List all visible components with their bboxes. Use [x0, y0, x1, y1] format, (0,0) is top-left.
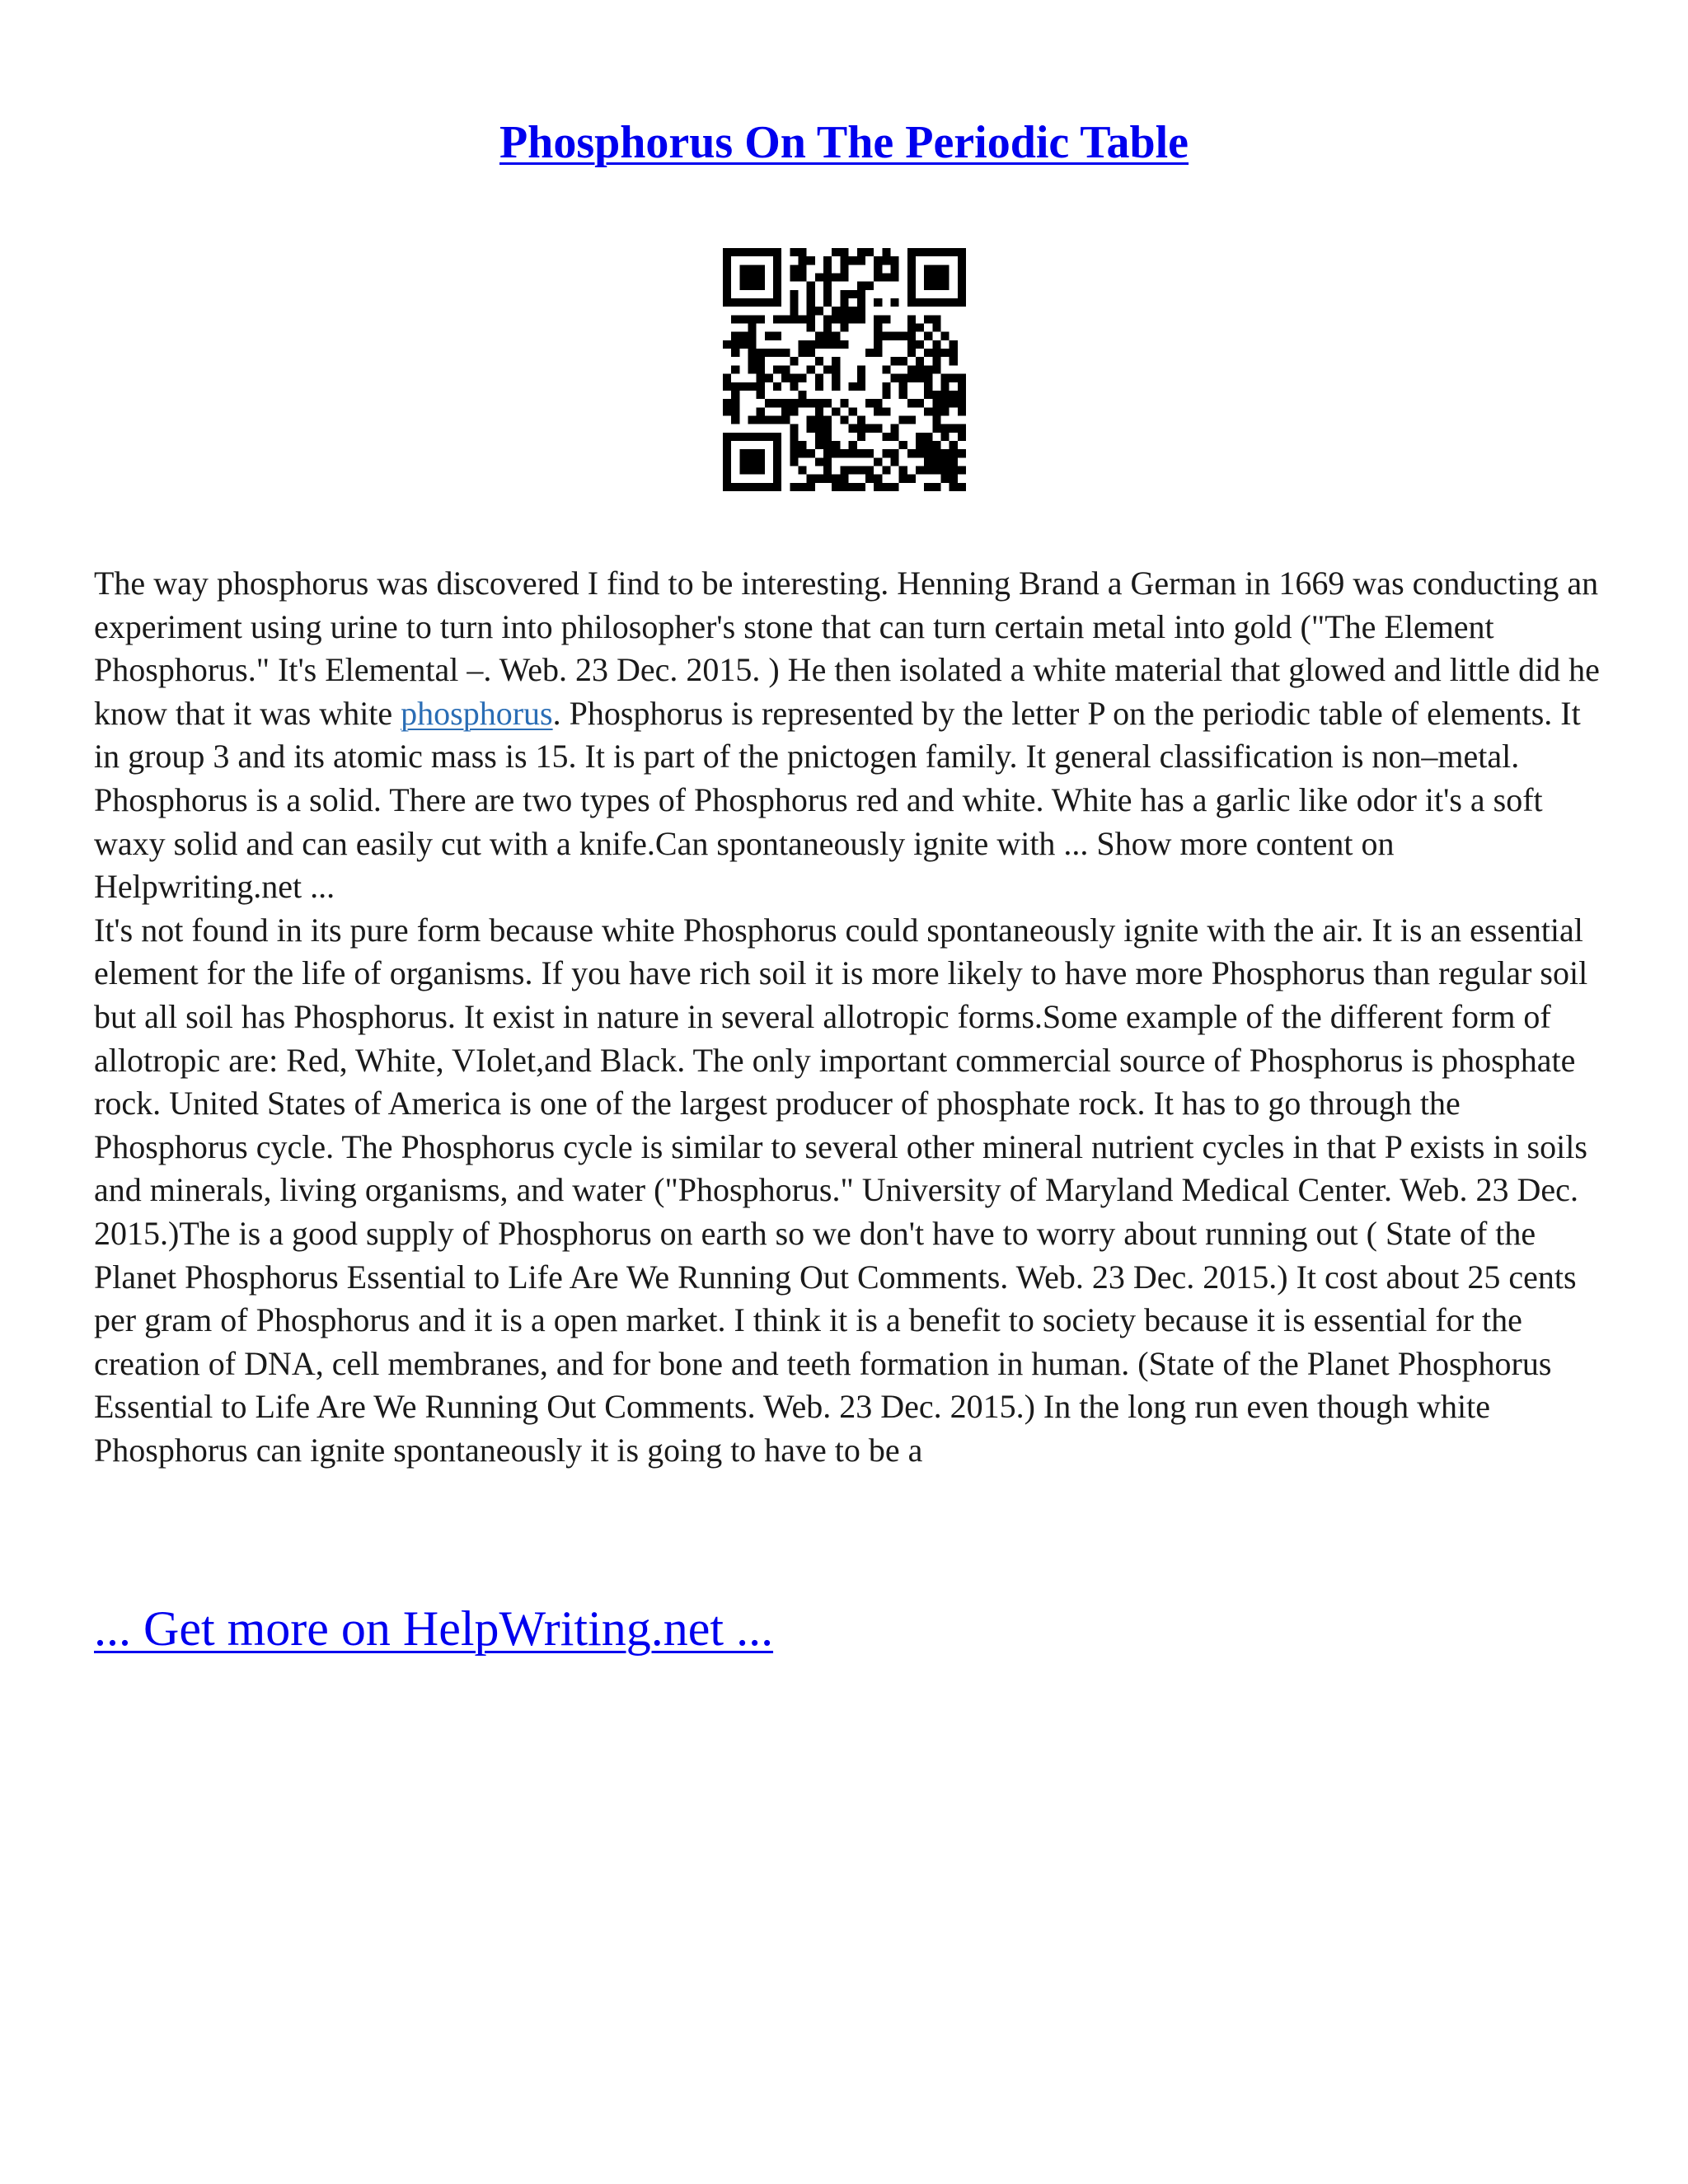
paragraph-1-text-a: The way phosphorus was discovered I find to be interesting. Henning Brand a German in 1669 was conducting an experiment using urine to turn into philosopher's stone that can turn certain metal into gold ("The Element Phosphorus." It's Elemental –. Web. 23 Dec. 2015. ) He then isolated a white material that glowed and little did he know that it was white	[94, 565, 1600, 732]
paragraph-1	[94, 562, 1602, 909]
title-link[interactable]: Phosphorus On The Periodic Table	[499, 117, 1189, 168]
paragraph-2: It's not found in its pure form because white Phosphorus could spontaneously ignite with the air. It is an essential element for the life of organisms. If you have rich soil it is more likely to have more Phosphorus than regular soil but all soil has Phosphorus. It exist in nature in several allotropic forms.Some example of the different form of allotropic are: Red, White, VIolet,and Black. The only important commercial source of Phosphorus is phosphate rock. United States of America is one of the largest producer of phosphate rock. It has to go through the Phosphorus cycle. The Phosphorus cycle is similar to several other mineral nutrient cycles in that P exists in soils and minerals, living organisms, and water ("Phosphorus." University of Maryland Medical Center. Web. 23 Dec. 2015.)The is a good supply of Phosphorus on earth so we don't have to worry about running out ( State of the Planet Phosphorus Essential to Life Are We Running Out Comments. Web. 23 Dec. 2015.) It cost about 25 cents per gram of Phosphorus and it is a open market. I think it is a benefit to society because it is essential for the creation of DNA, cell membranes, and for bone and teeth formation in human. (State of the Planet Phosphorus Essential to Life Are We Running Out Comments. Web. 23 Dec. 2015.) In the long run even though white Phosphorus can ignite spontaneously it is going to have to be a	[94, 911, 1588, 1469]
get-more-section	[94, 1597, 773, 1660]
article-body	[94, 562, 1602, 1472]
page-title	[0, 114, 1688, 171]
paragraph-1-text-b: . Phosphorus is represented by the letter P on the periodic table of elements. It in group 3 and its atomic mass is 15. It is part of the pnictogen family. It general classification is non–metal. Phosphorus is a solid. There are two types of Phosphorus red and white. White has a garlic like odor it's a soft waxy solid and can easily cut with a knife.Can spontaneously ignite with ... Show more content on Helpwriting.net ...	[94, 694, 1581, 906]
qr-code-icon	[723, 248, 966, 491]
get-more-link[interactable]: ... Get more on HelpWriting.net ...	[94, 1601, 774, 1656]
phosphorus-link[interactable]: phosphorus	[401, 694, 553, 732]
